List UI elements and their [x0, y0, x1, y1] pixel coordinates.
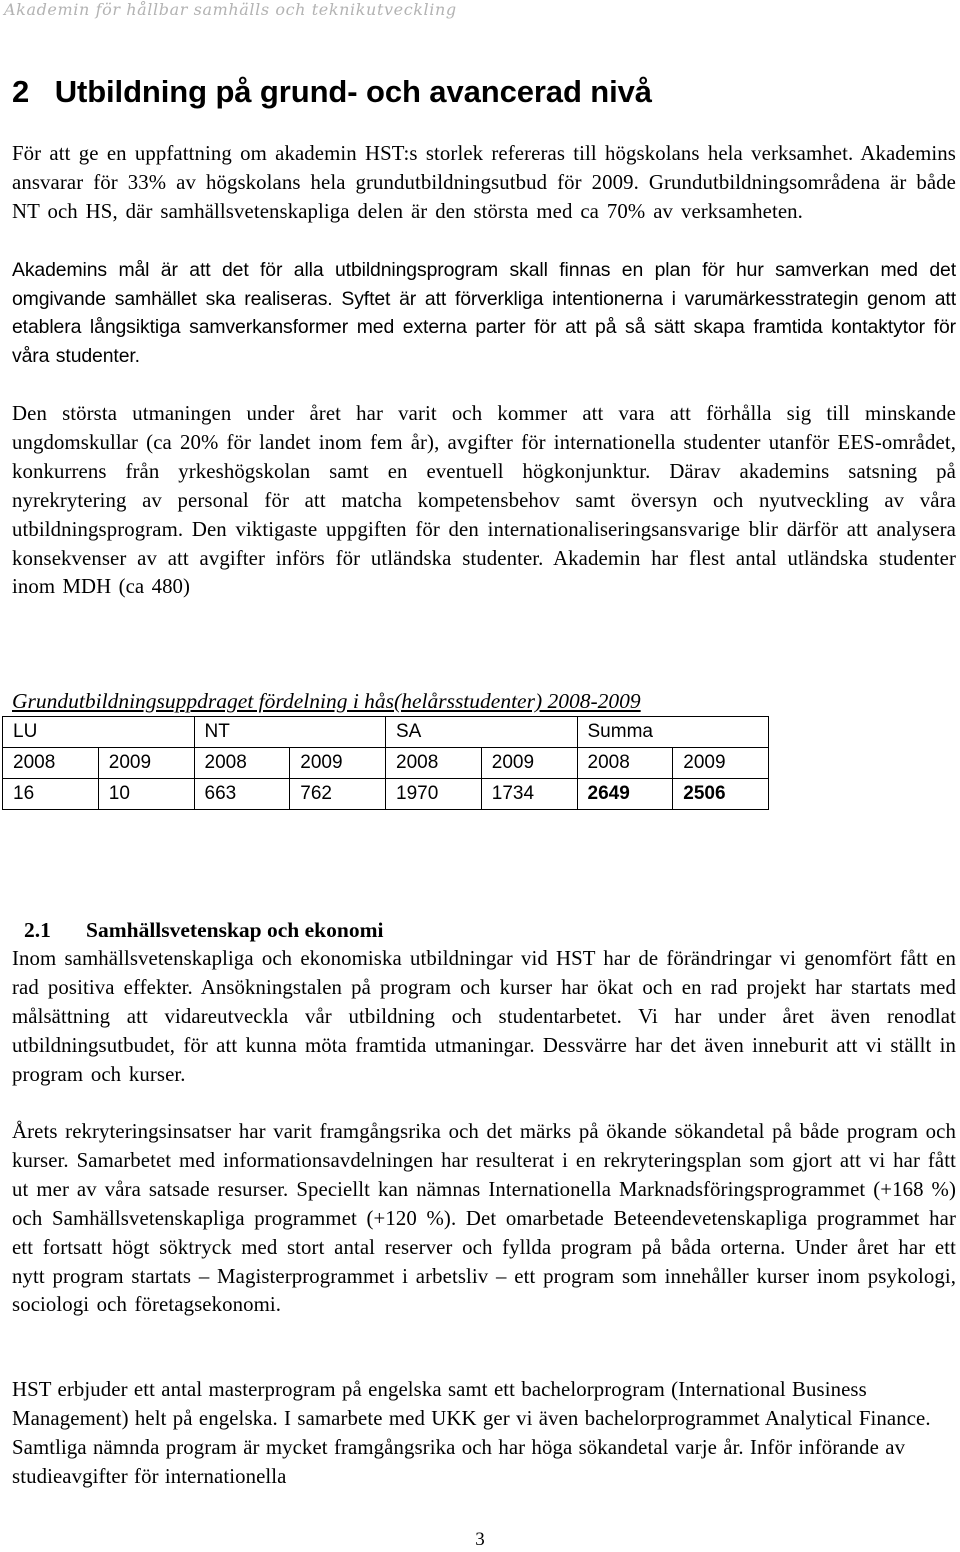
table-group-row	[3, 717, 769, 748]
chapter-title: Utbildning på grund- och avancerad nivå	[54, 74, 652, 109]
year-cell: 2009	[481, 748, 577, 779]
year-cell: 2008	[386, 748, 482, 779]
section-title: Samhällsvetenskap och ekonomi	[86, 918, 384, 942]
chapter-heading	[12, 74, 652, 110]
section-heading	[24, 915, 383, 945]
year-cell: 2008	[577, 748, 673, 779]
value-cell: 663	[194, 779, 290, 810]
group-header-sa: SA	[386, 717, 578, 748]
distribution-table	[2, 716, 769, 810]
year-cell: 2009	[290, 748, 386, 779]
value-cell: 16	[3, 779, 99, 810]
value-cell: 1734	[481, 779, 577, 810]
year-cell: 2008	[194, 748, 290, 779]
page-number: 3	[475, 1529, 485, 1550]
section-paragraph-1: Inom samhällsvetenskapliga och ekonomiska utbildningar vid HST har de förändringar vi genomfört fått en rad positiva effekter. Ansökningstalen på program och kurser har ökat och en rad projekt har startats med målsättning att vidareutveckla vår utbildning och studentarbetet. Vi har under året även renodlat utbildningsutbudet, för att kunna möta framtida utmaningar. Dessvärre har det även inneburit att vi ställt in program och kurser.	[12, 947, 956, 1086]
year-cell: 2009	[98, 748, 194, 779]
year-cell: 2009	[673, 748, 769, 779]
challenge-paragraph: Den största utmaningen under året har varit och kommer att vara att förhålla sig till minskande ungdomskullar (ca 20% för landet inom fem år), avgifter för internationella studenter utanför EES-området, konkurrens från yrkeshögskolan samt en eventuell högkonjunktur. Därav akademins satsning på nyrekrytering av personal för att matcha kompetensbehov samt översyn och nyutveckling av våra utbildningsprogram. Den viktigaste uppgiften för den internationaliseringsansvarige blir därför att analysera konsekvenser av att avgifter införs för utländska studenter. Akademin har flest antal utländska studenter inom MDH (ca 480)	[12, 402, 956, 599]
group-header-nt: NT	[194, 717, 386, 748]
table-caption: Grundutbildningsuppdraget fördelning i hås(helårsstudenter) 2008-2009	[12, 689, 641, 713]
chapter-number: 2	[12, 74, 30, 109]
table-year-row	[3, 748, 769, 779]
year-cell: 2008	[3, 748, 99, 779]
table-value-row	[3, 779, 769, 810]
group-header-summa: Summa	[577, 717, 769, 748]
sum-cell: 2649	[577, 779, 673, 810]
value-cell: 10	[98, 779, 194, 810]
section-paragraph-3: HST erbjuder ett antal masterprogram på engelska samt ett bachelorprogram (International Business Management) helt på engelska. I samarbete med UKK ger vi även bachelorprogrammet Analytical Finance. Samtliga nämnda program är mycket framgångsrika och har höga sökandetal varje år. Inför införande av studieavgifter för internationella	[12, 1378, 931, 1488]
intro-paragraph: För att ge en uppfattning om akademin HST:s storlek refereras till högskolans hela verksamhet. Akademins ansvarar för 33% av högskolans hela grundutbildningsutbud för 2009. Grundutbildningsområdena är både NT och HS, där samhällsvetenskapliga delen är den största med ca 70% av verksamheten.	[12, 142, 956, 223]
sum-cell: 2506	[673, 779, 769, 810]
goal-paragraph: Akademins mål är att det för alla utbildningsprogram skall finnas en plan för hur samverkan med det omgivande samhället ska realiseras. Syftet är att förverkliga intentionerna i varumärkesstrategin genom att etablera långsiktiga samverkansformer med externa parter för att på så sätt skapa framtida kontaktytor för våra studenter.	[12, 259, 956, 368]
section-number: 2.1	[24, 918, 51, 942]
group-header-lu: LU	[3, 717, 195, 748]
running-header: Akademin för hållbar samhälls och teknikutveckling	[4, 0, 457, 19]
value-cell: 1970	[386, 779, 482, 810]
value-cell: 762	[290, 779, 386, 810]
section-paragraph-2: Årets rekryteringsinsatser har varit framgångsrika och det märks på ökande sökandetal på både program och kurser. Samarbetet med informationsavdelningen har resulterat i en rekryteringsplan som gjort att vi har fått ut mer av våra satsade resurser. Speciellt kan nämnas Internationella Marknadsföringsprogrammet (+168 %) och Samhällsvetenskapliga programmet (+120 %). Det omarbetade Beteendevetenskapliga programmet har ett fortsatt högt söktryck med stort antal reserver och fyllda program på båda orterna. Under året har ett nytt program startats – Magisterprogrammet i arbetsliv – ett program som innehåller kurser inom psykologi, sociologi och företagsekonomi.	[12, 1120, 956, 1317]
